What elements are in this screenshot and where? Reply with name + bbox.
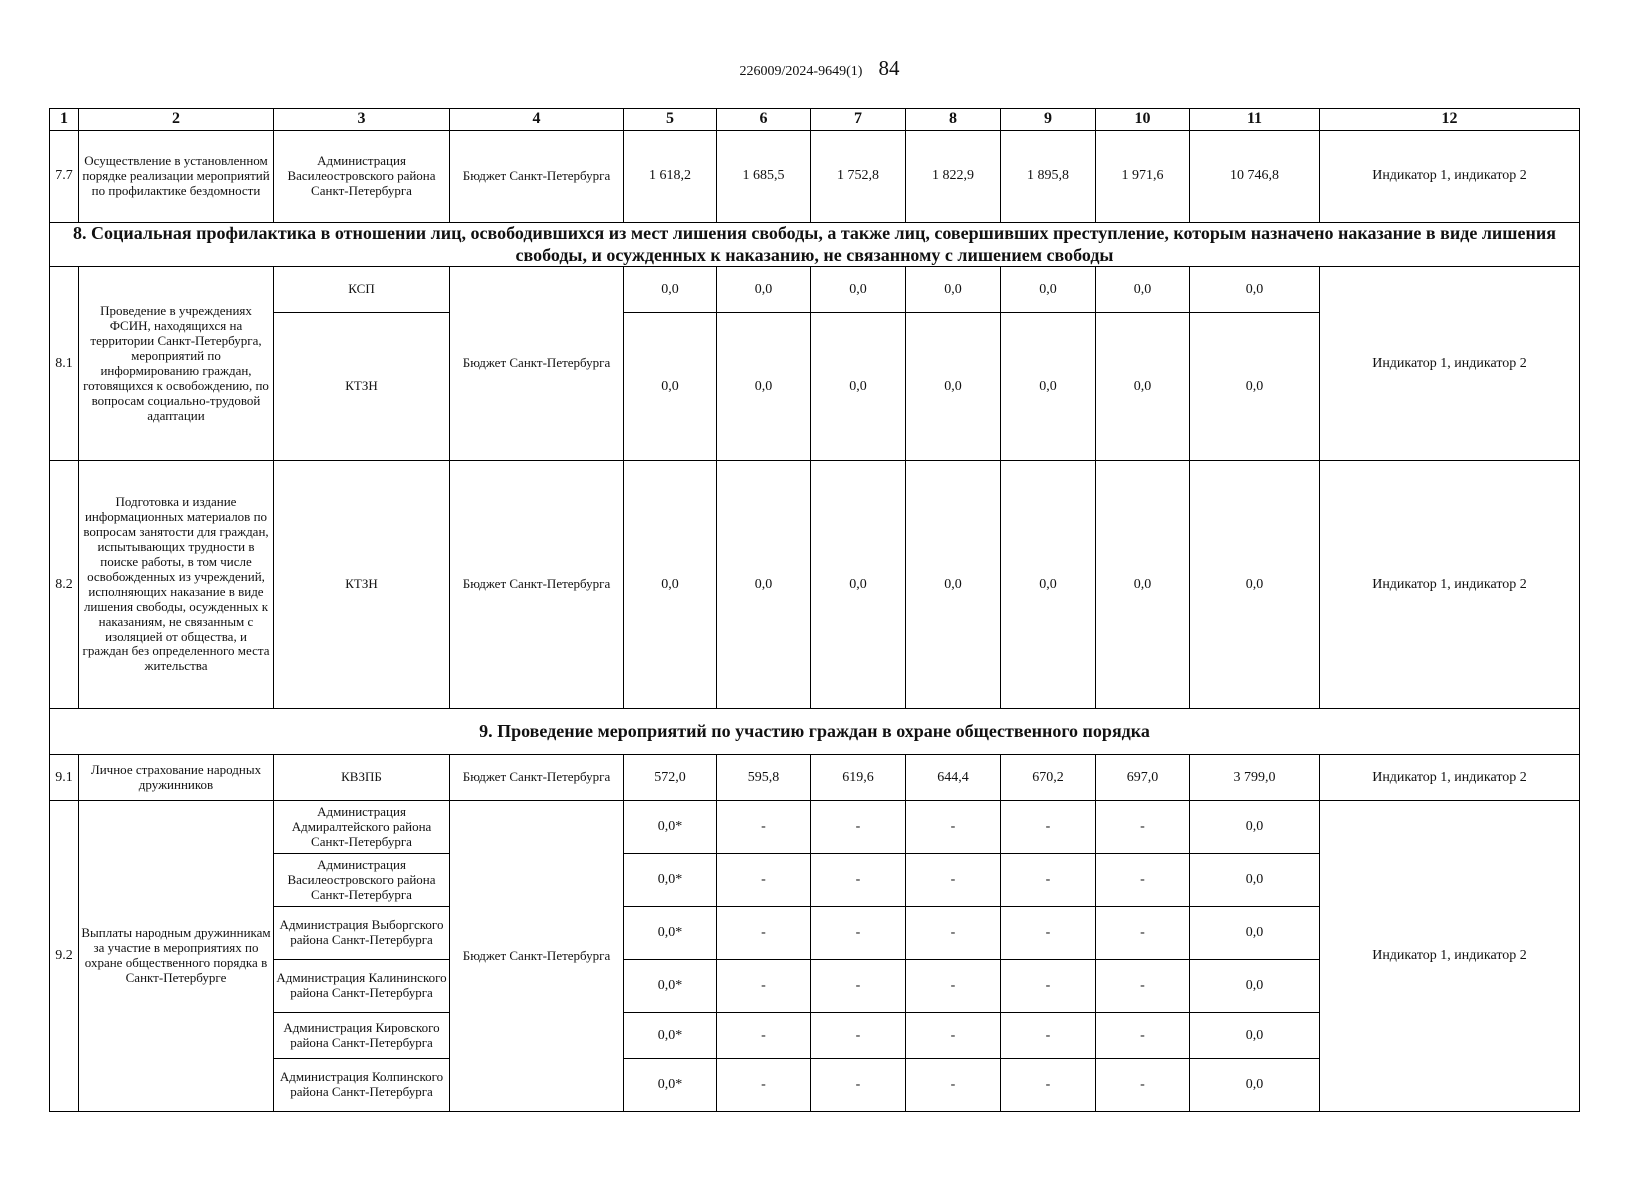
table-row-8-1: [50, 267, 1580, 313]
value-cell: -: [717, 854, 811, 907]
activity-description: Проведение в учреждениях ФСИН, находящихся на территории Санкт-Петербурга, мероприятий по информированию граждан, готовящихся к освобождению, по вопросам социально-трудовой адаптации: [79, 267, 274, 461]
page-number: 84: [878, 56, 900, 80]
value-cell: 0,0: [1190, 461, 1320, 709]
value-cell: -: [1001, 854, 1096, 907]
activity-description: Подготовка и издание информационных материалов по вопросам занятости для граждан, испытывающих трудности в поиске работы, в том числе освобожденных из учреждений, исполняющих наказание в виде лишения свободы, осужденных к наказаниям, не связанным с изоляцией от общества, и граждан без определенного места жительства: [79, 461, 274, 709]
funding-source: Бюджет Санкт-Петербурга: [450, 801, 624, 1112]
value-cell: -: [1096, 801, 1190, 854]
indicator-cell: Индикатор 1, индикатор 2: [1320, 801, 1580, 1112]
value-cell: 0,0: [624, 313, 717, 461]
value-cell: 0,0*: [624, 960, 717, 1013]
value-cell: -: [811, 801, 906, 854]
value-cell: -: [1001, 1059, 1096, 1112]
executor-cell: Администрация Василеостровского района Санкт-Петербурга: [274, 131, 450, 223]
executor-cell: Администрация Колпинского района Санкт-Петербурга: [274, 1059, 450, 1112]
value-cell: 0,0*: [624, 801, 717, 854]
column-header: 3: [274, 109, 450, 131]
value-cell: -: [906, 960, 1001, 1013]
value-cell: 1 752,8: [811, 131, 906, 223]
executor-cell: КСП: [274, 267, 450, 313]
executor-cell: Администрация Выборгского района Санкт-Петербурга: [274, 907, 450, 960]
value-cell: -: [811, 1013, 906, 1059]
activity-description: Выплаты народным дружинникам за участие в мероприятиях по охране общественного порядка в Санкт-Петербурге: [79, 801, 274, 1112]
value-cell: 0,0: [1190, 313, 1320, 461]
row-number: 9.1: [50, 755, 79, 801]
value-cell: 0,0: [1001, 313, 1096, 461]
value-cell: -: [906, 854, 1001, 907]
value-cell: 0,0: [624, 461, 717, 709]
value-cell: 0,0: [1190, 267, 1320, 313]
value-cell: 619,6: [811, 755, 906, 801]
activity-description: Личное страхование народных дружинников: [79, 755, 274, 801]
column-header: 9: [1001, 109, 1096, 131]
funding-source: Бюджет Санкт-Петербурга: [450, 131, 624, 223]
value-cell: 0,0: [1096, 267, 1190, 313]
value-cell: -: [1096, 907, 1190, 960]
table-row-9-2: [50, 801, 1580, 854]
executor-cell: Администрация Кировского района Санкт-Петербурга: [274, 1013, 450, 1059]
value-cell: 0,0: [906, 461, 1001, 709]
value-cell: 0,0: [1190, 907, 1320, 960]
value-cell: -: [906, 907, 1001, 960]
value-cell: -: [717, 907, 811, 960]
value-cell: 0,0: [1190, 854, 1320, 907]
row-number: 8.1: [50, 267, 79, 461]
value-cell: -: [811, 1059, 906, 1112]
value-cell: 0,0: [717, 461, 811, 709]
value-cell: -: [1096, 1013, 1190, 1059]
value-cell: 0,0*: [624, 907, 717, 960]
value-cell: 0,0: [1096, 461, 1190, 709]
table-row-8-2: [50, 461, 1580, 709]
column-header: 10: [1096, 109, 1190, 131]
value-cell: 1 618,2: [624, 131, 717, 223]
value-cell: 0,0: [906, 267, 1001, 313]
column-header: 8: [906, 109, 1001, 131]
value-cell: 572,0: [624, 755, 717, 801]
value-cell: -: [811, 960, 906, 1013]
value-cell: -: [906, 801, 1001, 854]
value-cell: 10 746,8: [1190, 131, 1320, 223]
value-cell: 595,8: [717, 755, 811, 801]
value-cell: 0,0: [811, 313, 906, 461]
indicator-cell: Индикатор 1, индикатор 2: [1320, 131, 1580, 223]
column-header: 7: [811, 109, 906, 131]
column-header: 1: [50, 109, 79, 131]
value-cell: 0,0: [811, 461, 906, 709]
value-cell: 0,0: [906, 313, 1001, 461]
executor-cell: КТЗН: [274, 461, 450, 709]
indicator-cell: Индикатор 1, индикатор 2: [1320, 461, 1580, 709]
value-cell: 1 822,9: [906, 131, 1001, 223]
column-header-row: [50, 109, 1580, 131]
value-cell: -: [717, 960, 811, 1013]
value-cell: -: [1001, 1013, 1096, 1059]
row-number: 8.2: [50, 461, 79, 709]
value-cell: 0,0: [717, 313, 811, 461]
section-8-row: [50, 223, 1580, 267]
value-cell: -: [717, 1013, 811, 1059]
activity-description: Осуществление в установленном порядке реализации мероприятий по профилактике бездомности: [79, 131, 274, 223]
value-cell: 0,0: [811, 267, 906, 313]
value-cell: 0,0: [1190, 1013, 1320, 1059]
table-row-7-7: [50, 131, 1580, 223]
value-cell: -: [1001, 960, 1096, 1013]
column-header: 6: [717, 109, 811, 131]
value-cell: -: [1001, 907, 1096, 960]
executor-cell: КТЗН: [274, 313, 450, 461]
value-cell: 0,0: [1190, 1059, 1320, 1112]
value-cell: -: [811, 907, 906, 960]
value-cell: 1 685,5: [717, 131, 811, 223]
column-header: 2: [79, 109, 274, 131]
section-title: 8. Социальная профилактика в отношении лиц, освободившихся из мест лишения свободы, а также лиц, совершивших преступление, которым назначено наказание в виде лишения свободы, и осужденных к наказанию, не связанному с лишением свободы: [50, 223, 1580, 267]
indicator-cell: Индикатор 1, индикатор 2: [1320, 755, 1580, 801]
value-cell: 0,0: [1190, 801, 1320, 854]
column-header: 5: [624, 109, 717, 131]
page-header: [0, 56, 1639, 81]
column-header: 4: [450, 109, 624, 131]
funding-source: Бюджет Санкт-Петербурга: [450, 267, 624, 461]
document-id: 226009/2024-9649(1): [739, 64, 863, 79]
value-cell: -: [1096, 854, 1190, 907]
executor-cell: КВЗПБ: [274, 755, 450, 801]
value-cell: -: [717, 1059, 811, 1112]
value-cell: -: [811, 854, 906, 907]
value-cell: 0,0: [717, 267, 811, 313]
value-cell: 1 895,8: [1001, 131, 1096, 223]
funding-source: Бюджет Санкт-Петербурга: [450, 755, 624, 801]
value-cell: 0,0: [1001, 461, 1096, 709]
value-cell: 0,0*: [624, 854, 717, 907]
value-cell: -: [1096, 960, 1190, 1013]
value-cell: -: [906, 1013, 1001, 1059]
value-cell: 697,0: [1096, 755, 1190, 801]
value-cell: 0,0*: [624, 1013, 717, 1059]
value-cell: -: [717, 801, 811, 854]
indicator-cell: Индикатор 1, индикатор 2: [1320, 267, 1580, 461]
section-title: 9. Проведение мероприятий по участию граждан в охране общественного порядка: [50, 709, 1580, 755]
section-9-row: [50, 709, 1580, 755]
column-header: 12: [1320, 109, 1580, 131]
value-cell: 0,0: [624, 267, 717, 313]
row-number: 9.2: [50, 801, 79, 1112]
value-cell: 670,2: [1001, 755, 1096, 801]
value-cell: -: [906, 1059, 1001, 1112]
column-header: 11: [1190, 109, 1320, 131]
value-cell: 0,0: [1001, 267, 1096, 313]
funding-source: Бюджет Санкт-Петербурга: [450, 461, 624, 709]
value-cell: -: [1096, 1059, 1190, 1112]
value-cell: 0,0: [1096, 313, 1190, 461]
executor-cell: Администрация Василеостровского района Санкт-Петербурга: [274, 854, 450, 907]
executor-cell: Администрация Адмиралтейского района Санкт-Петербурга: [274, 801, 450, 854]
value-cell: 3 799,0: [1190, 755, 1320, 801]
value-cell: -: [1001, 801, 1096, 854]
value-cell: 1 971,6: [1096, 131, 1190, 223]
row-number: 7.7: [50, 131, 79, 223]
program-table: [49, 108, 1580, 1112]
value-cell: 0,0*: [624, 1059, 717, 1112]
table-row-9-1: [50, 755, 1580, 801]
value-cell: 644,4: [906, 755, 1001, 801]
value-cell: 0,0: [1190, 960, 1320, 1013]
executor-cell: Администрация Калининского района Санкт-Петербурга: [274, 960, 450, 1013]
